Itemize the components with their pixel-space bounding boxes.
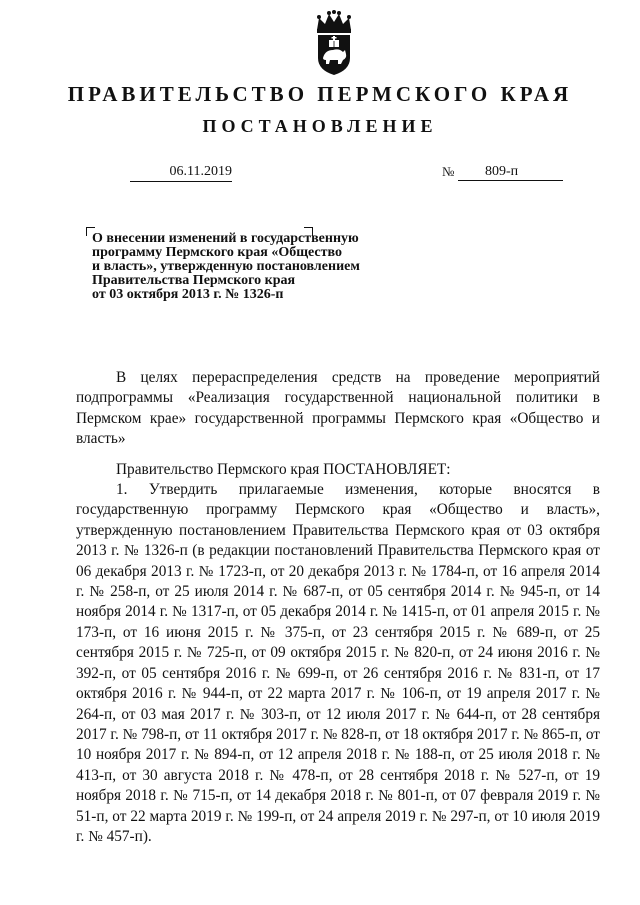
subject-line: от 03 октября 2013 г. № 1326-п: [92, 287, 284, 302]
body-paragraph-resolves: Правительство Пермского края ПОСТАНОВЛЯЕТ:: [116, 460, 451, 478]
government-title: ПРАВИТЕЛЬСТВО ПЕРМСКОГО КРАЯ: [67, 82, 573, 106]
coat-of-arms-icon: [305, 10, 363, 76]
subject-line: Правительства Пермского края: [92, 273, 296, 288]
document-body: [76, 368, 600, 847]
subject-line: и власть», утвержденную постановлением: [92, 259, 360, 274]
body-paragraph-preamble: В целях перераспределения средств на проведение мероприятий подпрограммы «Реализация государственной национальной политики в Пермском крае» государственной программы Пермского края «Общество и власть»: [76, 369, 600, 448]
subject-line: О внесении изменений в государственную: [92, 231, 359, 246]
document-subject: [92, 232, 392, 302]
number-label: №: [442, 164, 455, 179]
document-number: 809-п: [458, 162, 563, 181]
body-paragraph-item-1: 1. Утвердить прилагаемые изменения, которые вносятся в государственную программу Пермского края «Общество и власть», утвержденную постановлением Правительства Пермского края от 03 октября 2013 г. № 1326-п (в редакции постановлений Правительства Пермского края от 06 декабря 2013 г. № 1723-п, от 20 декабря 2013 г. № 1784-п, от 16 апреля 2014 г. № 258-п, от 25 июля 2014 г. № 687-п, от 05 сентября 2014 г. № 945-п, от 14 ноября 2014 г. № 1317-п, от 05 декабря 2014 г. № 1415-п, от 01 апреля 2015 г. № 173-п, от 16 июня 2015 г. № 375-п, от 23 сентября 2015 г. № 689-п, от 25 сентября 2015 г. № 725-п, от 09 октября 2015 г. № 820-п, от 24 июня 2016 г. № 392-п, от 05 сентября 2016 г. № 699-п, от 26 сентября 2016 г. № 831-п, от 17 октября 2016 г. № 944-п, от 22 марта 2017 г. № 106-п, от 19 апреля 2017 г. № 264-п, от 03 мая 2017 г. № 303-п, от 12 июля 2017 г. № 644-п, от 28 сентября 2017 г. № 798-п, от 11 октября 2017 г. № 828-п, от 18 октября 2017 г. № 865-п, от 10 ноября 2017 г. № 894-п, от 12 апреля 2018 г. № 188-п, от 25 июля 2018 г. № 413-п, от 30 августа 2018 г. № 478-п, от 28 сентября 2018 г. № 527-п, от 19 ноября 2018 г. № 715-п, от 14 декабря 2018 г. № 801-п, от 07 февраля 2019 г. № 51-п, от 22 марта 2019 г. № 199-п, от 24 апреля 2019 г. № 297-п, от 10 июля 2019 г. № 457-п).: [76, 481, 600, 845]
document-date: 06.11.2019: [130, 162, 232, 182]
document-type: ПОСТАНОВЛЕНИЕ: [202, 116, 438, 136]
subject-line: программу Пермского края «Общество: [92, 245, 342, 260]
